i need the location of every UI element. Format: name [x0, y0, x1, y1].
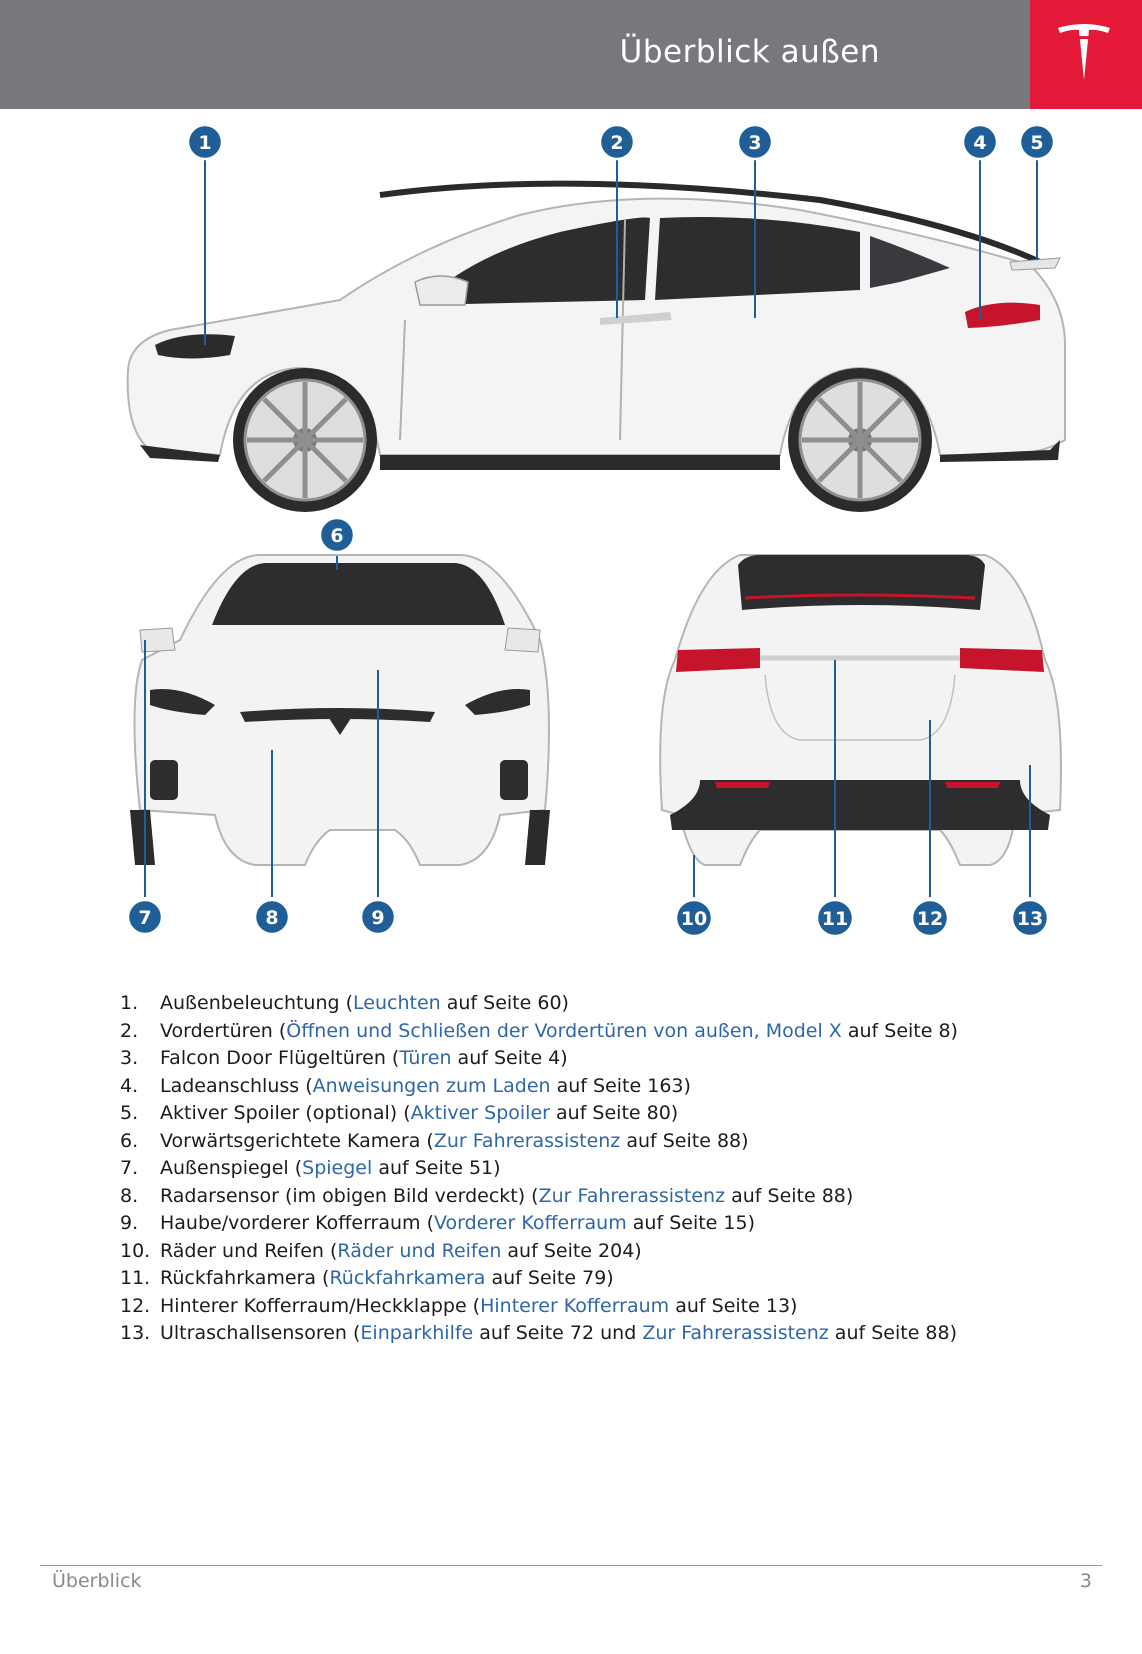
list-item: 10. Räder und Reifen (Räder und Reifen auf Seite 204) [120, 1239, 642, 1262]
callout-4 [963, 125, 997, 159]
footer-divider [40, 1565, 1102, 1566]
list-item: 8. Radarsensor (im obigen Bild verdeckt) (Zur Fahrerassistenz auf Seite 88) [120, 1184, 854, 1207]
svg-text:8: 8 [265, 907, 279, 929]
svg-text:13: 13 [1016, 908, 1044, 930]
list-item: 2. Vordertüren (Öffnen und Schließen der Vordertüren von außen, Model X auf Seite 8) [120, 1019, 958, 1042]
svg-text:9: 9 [371, 907, 385, 929]
svg-text:7: 7 [138, 907, 152, 929]
footer-section: Überblick [52, 1570, 142, 1592]
callout-7 [128, 900, 162, 934]
page-title: Überblick außen [619, 34, 880, 70]
link-vorderer-kofferraum[interactable]: Vorderer Kofferraum [434, 1212, 627, 1234]
callout-1 [188, 125, 222, 159]
list-item: 3. Falcon Door Flügeltüren (Türen auf Seite 4) [120, 1047, 568, 1069]
callout-2 [600, 125, 634, 159]
list-item: 12. Hinterer Kofferraum/Heckklappe (Hinterer Kofferraum auf Seite 13) [120, 1294, 798, 1317]
callout-10 [676, 900, 712, 936]
link-leuchten[interactable]: Leuchten [353, 992, 441, 1014]
svg-text:3: 3 [748, 132, 762, 154]
callout-9 [361, 900, 395, 934]
list-item: 7. Außenspiegel (Spiegel auf Seite 51) [120, 1157, 501, 1179]
svg-text:10: 10 [680, 908, 708, 930]
legend-list [120, 990, 958, 1348]
link-hinterer-kofferraum[interactable]: Hinterer Kofferraum [480, 1294, 670, 1317]
link-einparkhilfe[interactable]: Einparkhilfe [360, 1322, 474, 1344]
front-view-car [130, 555, 550, 865]
link-fahrerassistenz[interactable]: Zur Fahrerassistenz [642, 1322, 829, 1344]
list-item: 5. Aktiver Spoiler (optional) (Aktiver Spoiler auf Seite 80) [120, 1102, 679, 1124]
rear-view-car [660, 555, 1061, 865]
link-tueren[interactable]: Türen [399, 1047, 452, 1069]
brand-logo-box [1030, 0, 1142, 109]
list-item: 13. Ultraschallsensoren (Einparkhilfe auf Seite 72 und Zur Fahrerassistenz auf Seite 88) [120, 1322, 958, 1344]
vehicle-exterior-illustration [0, 115, 1142, 945]
svg-text:4: 4 [973, 132, 987, 154]
link-raeder-reifen[interactable]: Räder und Reifen [337, 1239, 502, 1262]
svg-text:5: 5 [1030, 132, 1044, 154]
callout-3 [738, 125, 772, 159]
list-item: 4. Ladeanschluss (Anweisungen zum Laden auf Seite 163) [120, 1074, 691, 1097]
link-fahrerassistenz[interactable]: Zur Fahrerassistenz [538, 1184, 726, 1207]
list-item: 9. Haube/vorderer Kofferraum (Vorderer Kofferraum auf Seite 15) [120, 1212, 755, 1234]
list-item: 1. Außenbeleuchtung (Leuchten auf Seite 60) [120, 992, 569, 1014]
callout-6 [320, 518, 354, 552]
svg-text:2: 2 [610, 132, 624, 154]
svg-text:11: 11 [821, 908, 849, 930]
list-item: 6. Vorwärtsgerichtete Kamera (Zur Fahrerassistenz auf Seite 88) [120, 1129, 749, 1152]
side-view-car [128, 184, 1065, 512]
svg-text:6: 6 [330, 525, 344, 547]
link-vordertueren[interactable]: Öffnen und Schließen der Vordertüren von außen, Model X [286, 1019, 842, 1042]
link-rueckfahrkamera[interactable]: Rückfahrkamera [329, 1267, 486, 1289]
link-laden[interactable]: Anweisungen zum Laden [312, 1074, 551, 1097]
callout-12 [912, 900, 948, 936]
svg-text:1: 1 [198, 132, 212, 154]
link-spoiler[interactable]: Aktiver Spoiler [410, 1102, 550, 1124]
list-item: 11. Rückfahrkamera (Rückfahrkamera auf Seite 79) [120, 1267, 614, 1289]
tesla-logo-icon [1056, 24, 1112, 82]
callout-8 [255, 900, 289, 934]
svg-text:12: 12 [916, 908, 944, 930]
callout-13 [1012, 900, 1048, 936]
callout-5 [1020, 125, 1054, 159]
link-fahrerassistenz[interactable]: Zur Fahrerassistenz [433, 1129, 621, 1152]
link-spiegel[interactable]: Spiegel [302, 1157, 373, 1179]
page-header [0, 0, 1030, 109]
callout-11 [817, 900, 853, 936]
page-number: 3 [1079, 1570, 1092, 1592]
